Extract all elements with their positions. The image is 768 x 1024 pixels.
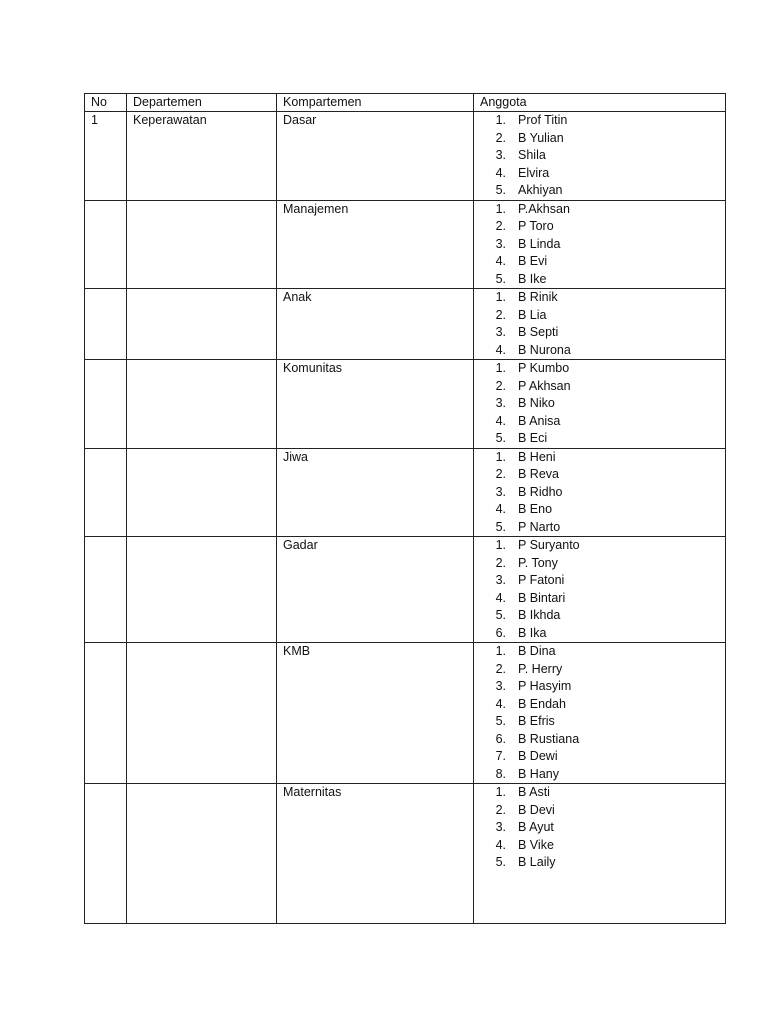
cell-anggota xyxy=(474,537,726,643)
list-item xyxy=(480,643,719,661)
list-number: 1. xyxy=(495,201,506,216)
list-item xyxy=(480,590,719,608)
table-row xyxy=(85,360,726,449)
list-number: 2. xyxy=(495,555,506,570)
list-item xyxy=(480,572,719,590)
member-name: P Narto xyxy=(518,519,561,534)
list-number: 4. xyxy=(495,696,506,711)
list-number: 4. xyxy=(495,342,506,357)
member-name: P. Herry xyxy=(518,661,563,676)
list-item xyxy=(480,854,719,872)
list-item xyxy=(480,449,719,467)
list-item xyxy=(480,696,719,714)
list-item xyxy=(480,731,719,749)
list-item xyxy=(480,165,719,183)
table-row xyxy=(85,289,726,360)
cell-kompartemen: Gadar xyxy=(277,537,474,643)
list-item xyxy=(480,378,719,396)
list-number: 2. xyxy=(495,130,506,145)
cell-no: 1 xyxy=(85,112,127,201)
list-number: 5. xyxy=(495,271,506,286)
member-name: P Toro xyxy=(518,219,554,233)
member-list xyxy=(480,201,719,289)
list-item xyxy=(480,678,719,696)
list-number: 4. xyxy=(495,254,506,268)
member-name: B Eno xyxy=(518,502,553,516)
member-name: B Ike xyxy=(518,271,547,286)
cell-kompartemen: KMB xyxy=(277,643,474,784)
member-name: B Eci xyxy=(518,431,548,445)
cell-anggota xyxy=(474,289,726,360)
list-number: 5. xyxy=(495,519,506,534)
member-name: P.Akhsan xyxy=(518,201,570,216)
cell-no xyxy=(85,448,127,537)
list-number: 3. xyxy=(495,325,506,339)
cell-kompartemen: Manajemen xyxy=(277,200,474,289)
member-name: B Nurona xyxy=(518,342,571,357)
member-list xyxy=(480,784,719,872)
list-item xyxy=(480,537,719,555)
member-name: B Ika xyxy=(518,625,547,640)
list-item xyxy=(480,802,719,820)
cell-anggota xyxy=(474,200,726,289)
list-number: 1. xyxy=(495,113,506,127)
list-number: 1. xyxy=(495,290,506,304)
list-number: 5. xyxy=(495,431,506,445)
member-name: B Ikhda xyxy=(518,608,561,622)
table-row xyxy=(85,112,726,201)
member-name: B Laily xyxy=(518,855,556,869)
member-list xyxy=(480,449,719,537)
member-name: B Ayut xyxy=(518,820,554,834)
list-item xyxy=(480,466,719,484)
member-name: P. Tony xyxy=(518,555,558,570)
list-item xyxy=(480,625,719,643)
list-number: 3. xyxy=(495,679,506,693)
member-name: B Dewi xyxy=(518,749,558,763)
list-item xyxy=(480,218,719,236)
cell-departemen xyxy=(127,448,277,537)
list-item xyxy=(480,748,719,766)
cell-anggota xyxy=(474,643,726,784)
member-list xyxy=(480,643,719,783)
list-item xyxy=(480,661,719,679)
member-name: B Reva xyxy=(518,467,559,481)
list-item xyxy=(480,236,719,254)
member-name: P Akhsan xyxy=(518,378,571,393)
cell-departemen xyxy=(127,200,277,289)
list-number: 2. xyxy=(495,307,506,322)
member-name: Shila xyxy=(518,148,546,162)
list-item xyxy=(480,182,719,200)
cell-kompartemen: Komunitas xyxy=(277,360,474,449)
list-item xyxy=(480,713,719,731)
table-row xyxy=(85,448,726,537)
member-list xyxy=(480,537,719,642)
cell-kompartemen: Maternitas xyxy=(277,784,474,924)
table-row xyxy=(85,784,726,924)
list-item xyxy=(480,501,719,519)
list-item xyxy=(480,342,719,360)
list-number: 6. xyxy=(495,731,506,746)
member-name: B Yulian xyxy=(518,130,564,145)
member-name: Elvira xyxy=(518,165,550,180)
table-row xyxy=(85,200,726,289)
list-number: 4. xyxy=(495,590,506,605)
list-item xyxy=(480,413,719,431)
list-item xyxy=(480,253,719,271)
member-name: B Linda xyxy=(518,236,561,251)
list-item xyxy=(480,519,719,537)
cell-anggota xyxy=(474,112,726,201)
list-item xyxy=(480,271,719,289)
member-list xyxy=(480,289,719,359)
list-number: 4. xyxy=(495,165,506,180)
member-name: B Evi xyxy=(518,254,548,268)
list-number: 5. xyxy=(495,714,506,728)
header-kompartemen: Kompartemen xyxy=(277,94,474,112)
list-number: 1. xyxy=(495,785,506,799)
member-name: B Vike xyxy=(518,837,554,852)
table-row xyxy=(85,643,726,784)
cell-departemen xyxy=(127,289,277,360)
list-number: 1. xyxy=(495,538,506,552)
member-name: B Efris xyxy=(518,714,555,728)
list-number: 7. xyxy=(495,749,506,763)
member-name: B Rinik xyxy=(518,290,558,304)
cell-no xyxy=(85,784,127,924)
member-name: B Bintari xyxy=(518,590,566,605)
list-item xyxy=(480,360,719,378)
member-name: B Niko xyxy=(518,396,555,410)
table-body xyxy=(85,112,726,924)
list-number: 4. xyxy=(495,837,506,852)
list-item xyxy=(480,819,719,837)
header-anggota: Anggota xyxy=(474,94,726,112)
list-number: 3. xyxy=(495,573,506,587)
member-name: B Rustiana xyxy=(518,731,580,746)
list-number: 1. xyxy=(495,644,506,658)
cell-departemen xyxy=(127,784,277,924)
cell-no xyxy=(85,360,127,449)
list-item xyxy=(480,607,719,625)
list-number: 5. xyxy=(495,855,506,869)
member-name: P Hasyim xyxy=(518,679,572,693)
cell-no xyxy=(85,537,127,643)
list-number: 3. xyxy=(495,236,506,251)
list-item xyxy=(480,484,719,502)
cell-anggota xyxy=(474,448,726,537)
cell-departemen: Keperawatan xyxy=(127,112,277,201)
member-name: B Heni xyxy=(518,449,556,464)
list-item xyxy=(480,307,719,325)
table-header-row xyxy=(85,94,726,112)
list-number: 3. xyxy=(495,484,506,499)
member-name: B Asti xyxy=(518,785,550,799)
list-item xyxy=(480,147,719,165)
table-row xyxy=(85,537,726,643)
list-number: 1. xyxy=(495,361,506,375)
list-number: 2. xyxy=(495,661,506,676)
list-number: 4. xyxy=(495,502,506,516)
member-name: P Fatoni xyxy=(518,573,565,587)
list-item xyxy=(480,130,719,148)
list-item xyxy=(480,201,719,219)
list-item xyxy=(480,289,719,307)
list-item xyxy=(480,430,719,448)
member-name: Prof Titin xyxy=(518,113,568,127)
header-no: No xyxy=(85,94,127,112)
list-item xyxy=(480,112,719,130)
list-number: 3. xyxy=(495,396,506,410)
list-number: 3. xyxy=(495,820,506,834)
list-item xyxy=(480,555,719,573)
cell-anggota xyxy=(474,784,726,924)
cell-anggota xyxy=(474,360,726,449)
cell-departemen xyxy=(127,360,277,449)
member-name: B Anisa xyxy=(518,413,561,428)
list-number: 2. xyxy=(495,467,506,481)
member-name: P Kumbo xyxy=(518,361,570,375)
cell-no xyxy=(85,200,127,289)
list-item xyxy=(480,784,719,802)
list-item xyxy=(480,324,719,342)
header-departemen: Departemen xyxy=(127,94,277,112)
list-number: 2. xyxy=(495,219,506,233)
cell-departemen xyxy=(127,643,277,784)
list-number: 5. xyxy=(495,608,506,622)
list-number: 2. xyxy=(495,802,506,817)
list-item xyxy=(480,837,719,855)
member-name: B Dina xyxy=(518,644,556,658)
list-number: 5. xyxy=(495,183,506,197)
member-name: B Ridho xyxy=(518,484,563,499)
list-number: 6. xyxy=(495,625,506,640)
member-name: B Devi xyxy=(518,802,555,817)
cell-departemen xyxy=(127,537,277,643)
member-name: B Hany xyxy=(518,766,559,781)
cell-kompartemen: Dasar xyxy=(277,112,474,201)
cell-kompartemen: Anak xyxy=(277,289,474,360)
list-number: 4. xyxy=(495,413,506,428)
member-name: P Suryanto xyxy=(518,538,580,552)
member-list xyxy=(480,112,719,200)
member-name: B Lia xyxy=(518,307,547,322)
cell-kompartemen: Jiwa xyxy=(277,448,474,537)
departemen-table xyxy=(84,93,726,924)
list-number: 3. xyxy=(495,148,506,162)
list-item xyxy=(480,766,719,784)
list-item xyxy=(480,395,719,413)
member-name: B Endah xyxy=(518,696,566,711)
list-number: 2. xyxy=(495,378,506,393)
member-name: B Septi xyxy=(518,325,559,339)
list-number: 1. xyxy=(495,449,506,464)
member-list xyxy=(480,360,719,448)
list-number: 8. xyxy=(495,766,506,781)
cell-no xyxy=(85,289,127,360)
member-name: Akhiyan xyxy=(518,183,563,197)
cell-no xyxy=(85,643,127,784)
